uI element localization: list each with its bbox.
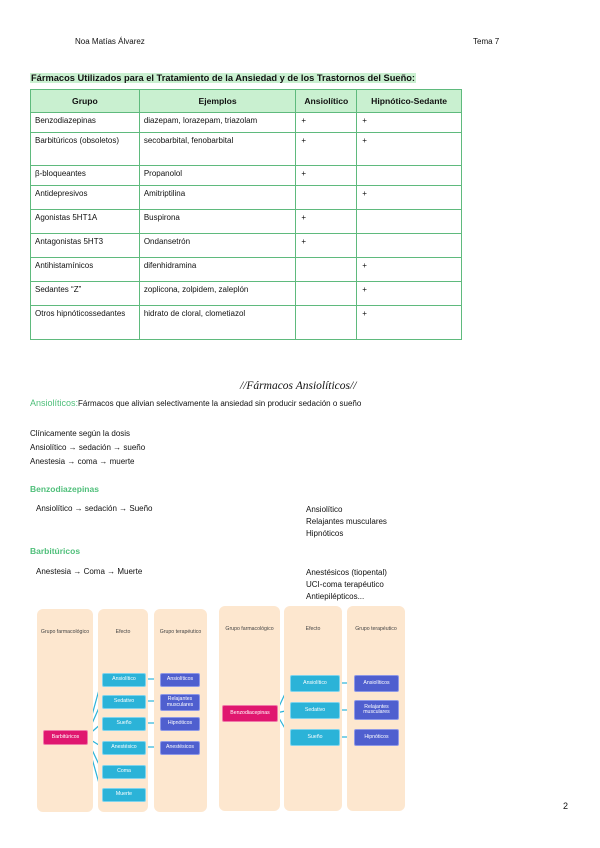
target-node: Hipnóticos	[160, 717, 200, 731]
target-node: Ansiolíticos	[354, 675, 399, 692]
column-header-grupo: Grupo	[31, 90, 140, 113]
cell-ejemplos: Amitriptilina	[139, 186, 296, 210]
source-node: Barbitúricos	[43, 730, 88, 745]
column-header-ansiolitico: Ansiolítico	[296, 90, 357, 113]
barbi-subtitle: Barbitúricos	[30, 546, 81, 556]
cell-ejemplos: hidrato de cloral, clometiazol	[139, 306, 296, 340]
effect-node: Sueño	[102, 717, 146, 731]
benzo-use: Ansiolítico	[306, 505, 343, 514]
topic-label: Tema 7	[473, 37, 500, 46]
target-node: Ansiolíticos	[160, 673, 200, 687]
cell-hipnotico: +	[357, 186, 462, 210]
benzo-chain: Ansiolítico → sedación → Sueño	[36, 504, 153, 513]
cell-ejemplos: difenhidramina	[139, 258, 296, 282]
effect-node: Sueño	[290, 729, 340, 746]
source-node: Benzodiacepinas	[222, 705, 278, 722]
effect-node: Muerte	[102, 788, 146, 802]
cell-hipnotico: +	[357, 282, 462, 306]
cell-grupo: Benzodiazepinas	[31, 113, 140, 133]
cell-grupo: β-bloqueantes	[31, 166, 140, 186]
cell-ansiolitico: +	[296, 113, 357, 133]
cell-grupo: Antihistamínicos	[31, 258, 140, 282]
clinical-line: Anestesia → coma → muerte	[30, 457, 135, 466]
cell-grupo: Otros hipnóticossedantes	[31, 306, 140, 340]
effect-node: Sedativo	[102, 695, 146, 709]
cell-ejemplos: Buspirona	[139, 210, 296, 234]
benzo-use: Relajantes musculares	[306, 517, 387, 526]
cell-hipnotico: +	[357, 113, 462, 133]
cell-grupo: Antagonistas 5HT3	[31, 234, 140, 258]
effect-node: Anestésico	[102, 741, 146, 755]
cell-ejemplos: diazepam, lorazepam, triazolam	[139, 113, 296, 133]
cell-ansiolitico: +	[296, 166, 357, 186]
cell-grupo: Sedantes “Z”	[31, 282, 140, 306]
target-node: Relajantes musculares	[354, 700, 399, 720]
cell-hipnotico: +	[357, 306, 462, 340]
barbi-chain: Anestesia → Coma → Muerte	[36, 567, 143, 576]
cell-ansiolitico: +	[296, 210, 357, 234]
column-header: Grupo terapéutico	[159, 629, 202, 635]
column-header: Grupo farmacológico	[40, 629, 90, 635]
clinical-line: Ansiolítico → sedación → sueño	[30, 443, 146, 452]
cell-grupo: Antidepresivos	[31, 186, 140, 210]
cell-ejemplos: zoplicona, zolpidem, zaleplón	[139, 282, 296, 306]
barbi-use: UCI-coma terapéutico	[306, 580, 384, 589]
table-title: Fármacos Utilizados para el Tratamiento de la Ansiedad y de los Trastornos del Sueño:	[31, 73, 416, 83]
cell-hipnotico: +	[357, 133, 462, 166]
target-node: Hipnóticos	[354, 729, 399, 746]
benzo-subtitle: Benzodiazepinas	[30, 484, 99, 494]
cell-ejemplos: secobarbital, fenobarbital	[139, 133, 296, 166]
column-header: Efecto	[115, 629, 131, 635]
column-header: Efecto	[305, 626, 321, 632]
target-node: Anestésicos	[160, 741, 200, 755]
effect-node: Coma	[102, 765, 146, 779]
section-title: //Fármacos Ansiolíticos//	[240, 380, 357, 392]
cell-grupo: Agonistas 5HT1A	[31, 210, 140, 234]
effect-node: Ansiolítico	[290, 675, 340, 692]
column-header: Grupo farmacológico	[225, 626, 274, 632]
cell-ejemplos: Ondansetrón	[139, 234, 296, 258]
benzo-use: Hipnóticos	[306, 529, 344, 538]
effect-node: Sedativo	[290, 702, 340, 719]
cell-ejemplos: Propanolol	[139, 166, 296, 186]
target-node: Relajantes musculares	[160, 694, 200, 711]
definition-term: Ansiolíticos:	[30, 398, 79, 408]
barbi-use: Antiepilépticos...	[306, 592, 365, 601]
definition-text: Fármacos que alivian selectivamente la ansiedad sin producir sedación o sueño	[78, 399, 362, 408]
cell-hipnotico: +	[357, 258, 462, 282]
author-name: Noa Matías Álvarez	[75, 37, 145, 46]
cell-ansiolitico: +	[296, 234, 357, 258]
column-header: Grupo terapéutico	[355, 626, 397, 632]
page-number: 2	[563, 801, 569, 811]
effect-node: Ansiolítico	[102, 673, 146, 687]
cell-grupo: Barbitúricos (obsoletos)	[31, 133, 140, 166]
barbi-use: Anestésicos (tiopental)	[306, 568, 387, 577]
column-header-hipnotico: Hipnótico-Sedante	[357, 90, 462, 113]
column-header-ejemplos: Ejemplos	[139, 90, 296, 113]
cell-ansiolitico: +	[296, 133, 357, 166]
clinical-line: Clínicamente según la dosis	[30, 429, 131, 438]
